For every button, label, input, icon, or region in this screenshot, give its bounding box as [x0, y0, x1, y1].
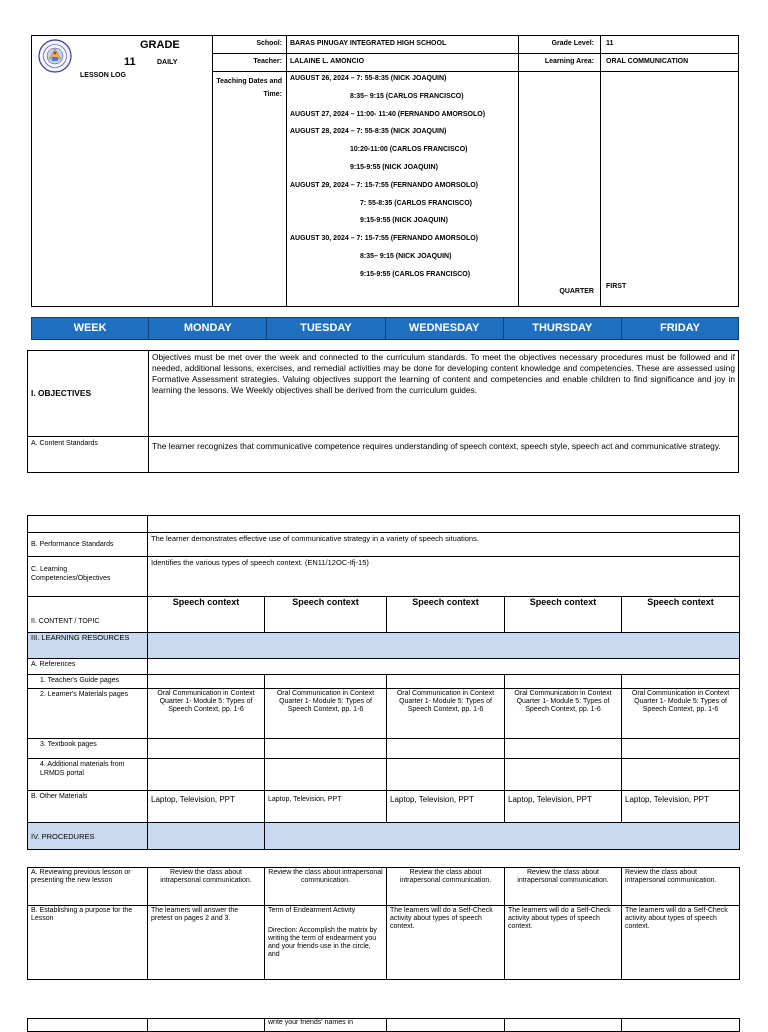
table-row: [28, 659, 740, 675]
learners-materials-tuesday: Oral Communication in Context Quarter 1- Module 5: Types of Speech Context, pp. 1-6: [265, 689, 387, 739]
purpose-thursday: The learners will do a Self-Check activity about types of speech context.: [505, 906, 622, 980]
review-friday: Review the class about intrapersonal communication.: [622, 868, 740, 906]
purpose-monday: The learners will answer the pretest on pages 2 and 3.: [148, 906, 265, 980]
purpose-tuesday-title: Term of Endearment Activity: [268, 907, 356, 914]
quarter-value: FIRST: [606, 283, 627, 290]
purpose-tuesday-direction: Direction: Accomplish the matrix by writing the term of endearment you and your friends use in the circle, and: [268, 927, 377, 958]
schedule-line: AUGUST 28, 2024 – 7: 55-8:35 (NICK JOAQUIN): [290, 128, 447, 135]
review-thursday: Review the class about intrapersonal communication.: [505, 868, 622, 906]
lesson-log-label: LESSON LOG: [80, 72, 126, 79]
competencies-label: C. Learning Competencies/Objectives: [28, 557, 148, 597]
table-row: [28, 791, 740, 823]
procedures-table: [27, 867, 740, 980]
schedule-line: 10:20-11:00 (CARLOS FRANCISCO): [350, 146, 468, 153]
table-row: [28, 868, 740, 906]
daily-label: DAILY: [157, 59, 178, 66]
other-materials-label: B. Other Materials: [28, 791, 148, 823]
learners-materials-thursday: Oral Communication in Context Quarter 1- Module 5: Types of Speech Context, pp. 1-6: [505, 689, 622, 739]
table-row: [28, 675, 740, 689]
content-topic-label: II. CONTENT / TOPIC: [28, 597, 148, 633]
review-wednesday: Review the class about intrapersonal communication.: [387, 868, 505, 906]
schedule-line: 9:15-9:55 (CARLOS FRANCISCO): [360, 271, 471, 278]
performance-standards-label: B. Performance Standards: [28, 533, 148, 557]
continuation-text: write your friends' names in: [265, 1019, 387, 1032]
grade-area-labels: [518, 36, 601, 306]
teaching-dates-label: Teaching Dates and Time:: [216, 78, 282, 98]
table-row: [28, 516, 740, 533]
references-label: A. References: [28, 659, 148, 675]
day-thursday: THURSDAY: [504, 318, 622, 339]
schedule-line: 8:35– 9:15 (CARLOS FRANCISCO): [350, 93, 464, 100]
table-row: [28, 689, 740, 739]
learning-resources-label: III. LEARNING RESOURCES: [28, 633, 148, 659]
week-day-bar: [31, 317, 739, 340]
table-row: [28, 906, 740, 980]
standards-resources-table: [27, 515, 740, 850]
learners-materials-wednesday: Oral Communication in Context Quarter 1- Module 5: Types of Speech Context, pp. 1-6: [387, 689, 505, 739]
other-materials-thursday: Laptop, Television, PPT: [505, 791, 622, 823]
table-row: [28, 759, 740, 791]
learning-area-value: ORAL COMMUNICATION: [606, 58, 689, 65]
topic-thursday: Speech context: [505, 597, 622, 633]
teacher-label: Teacher:: [253, 58, 282, 65]
table-row: [28, 597, 740, 633]
procedures-label: IV. PROCEDURES: [28, 823, 148, 850]
table-row: [28, 437, 739, 473]
learning-area-label: Learning Area:: [544, 58, 594, 65]
deped-seal-icon: [38, 39, 72, 73]
content-standards-text: The learner recognizes that communicative competence requires understanding of speech context, speech style, speech act and communicative strategy.: [149, 437, 739, 473]
table-row: [28, 633, 740, 659]
table-row: [28, 351, 739, 437]
table-row: [28, 823, 740, 850]
content-standards-label: A. Content Standards: [28, 437, 149, 473]
objectives-text: Objectives must be met over the week and connected to the curriculum standards. To meet the objectives necessary procedures must be followed and if needed, additional lessons, exercises, and remedial activities may be done for developing content knowledge and competencies. These are assessed using Formative Assessment strategies. Valuing objectives support the learning of content and competencies and enable children to find significance and joy in learning the lessons. We Weekly objectives shall be derived from the curriculum guides.: [149, 351, 739, 437]
review-lesson-label: A. Reviewing previous lesson or presenting the new lesson: [28, 868, 148, 906]
schedule-line: AUGUST 26, 2024 – 7: 55-8:35 (NICK JOAQUIN): [290, 75, 447, 82]
purpose-tuesday: [265, 906, 387, 980]
week-label: WEEK: [32, 318, 149, 339]
schedule-line: AUGUST 29, 2024 – 7: 15-7:55 (FERNANDO AMORSOLO): [290, 182, 479, 189]
teachers-guide-label: 1. Teacher's Guide pages: [28, 675, 148, 689]
objectives-label: I. OBJECTIVES: [28, 351, 149, 437]
schedule-line: 8:35– 9:15 (NICK JOAQUIN): [360, 253, 452, 260]
additional-materials-label: 4. Additional materials from LRMDS portal: [28, 759, 148, 791]
topic-friday: Speech context: [622, 597, 740, 633]
schedule-line: 7: 55-8:35 (CARLOS FRANCISCO): [360, 200, 473, 207]
review-monday: Review the class about intrapersonal communication.: [148, 868, 265, 906]
teacher-value: LALAINE L. AMONCIO: [290, 58, 365, 65]
topic-tuesday: Speech context: [265, 597, 387, 633]
grade-level-label: Grade Level:: [551, 40, 594, 47]
other-materials-monday: Laptop, Television, PPT: [148, 791, 265, 823]
learners-materials-friday: Oral Communication in Context Quarter 1- Module 5: Types of Speech Context, pp. 1-6: [622, 689, 740, 739]
continuation-table: [27, 1018, 740, 1032]
school-label: School:: [256, 40, 282, 47]
quarter-label: QUARTER: [559, 288, 594, 295]
schedule-line: 9:15-9:55 (NICK JOAQUIN): [360, 217, 448, 224]
schedule-line: AUGUST 27, 2024 – 11:00- 11:40 (FERNANDO AMORSOLO): [290, 111, 486, 118]
day-wednesday: WEDNESDAY: [386, 318, 504, 339]
schedule-line: AUGUST 30, 2024 – 7: 15-7:55 (FERNANDO AMORSOLO): [290, 235, 479, 242]
day-friday: FRIDAY: [659, 322, 700, 334]
topic-monday: Speech context: [148, 597, 265, 633]
textbook-pages-label: 3. Textbook pages: [28, 739, 148, 759]
grade-level-value: 11: [606, 40, 614, 47]
table-row: [28, 557, 740, 597]
other-materials-friday: Laptop, Television, PPT: [622, 791, 740, 823]
purpose-label: B. Establishing a purpose for the Lesson: [28, 906, 148, 980]
review-tuesday: Review the class about intrapersonal communication.: [265, 868, 387, 906]
other-materials-tuesday: Laptop, Television, PPT: [265, 791, 387, 823]
objectives-table: [27, 350, 739, 473]
learners-materials-label: 2. Learner's Materials pages: [28, 689, 148, 739]
schedule-line: 9:15-9:55 (NICK JOAQUIN): [350, 164, 438, 171]
purpose-friday: The learners will do a Self-Check activity about types of speech context.: [622, 906, 740, 980]
competencies-text: Identifies the various types of speech context. (EN11/12OC-Ifj-15): [148, 557, 740, 597]
lesson-log-header: [31, 35, 739, 307]
header-title-block: [32, 36, 213, 306]
learners-materials-monday: Oral Communication in Context Quarter 1- Module 5: Types of Speech Context, pp. 1-6: [148, 689, 265, 739]
topic-wednesday: Speech context: [387, 597, 505, 633]
table-row: [28, 739, 740, 759]
grade-value: 11: [124, 56, 136, 68]
school-info-block: [212, 36, 519, 306]
other-materials-wednesday: Laptop, Television, PPT: [387, 791, 505, 823]
purpose-wednesday: The learners will do a Self-Check activity about types of speech context.: [387, 906, 505, 980]
school-value: BARAS PINUGAY INTEGRATED HIGH SCHOOL: [290, 40, 447, 47]
grade-label: GRADE: [140, 39, 180, 51]
grade-area-values: [600, 36, 738, 306]
table-row: [28, 533, 740, 557]
performance-standards-text: The learner demonstrates effective use of communicative strategy in a variety of speech situations.: [148, 533, 740, 557]
day-monday: MONDAY: [149, 318, 267, 339]
day-tuesday: TUESDAY: [267, 318, 385, 339]
table-row: [28, 1019, 740, 1032]
